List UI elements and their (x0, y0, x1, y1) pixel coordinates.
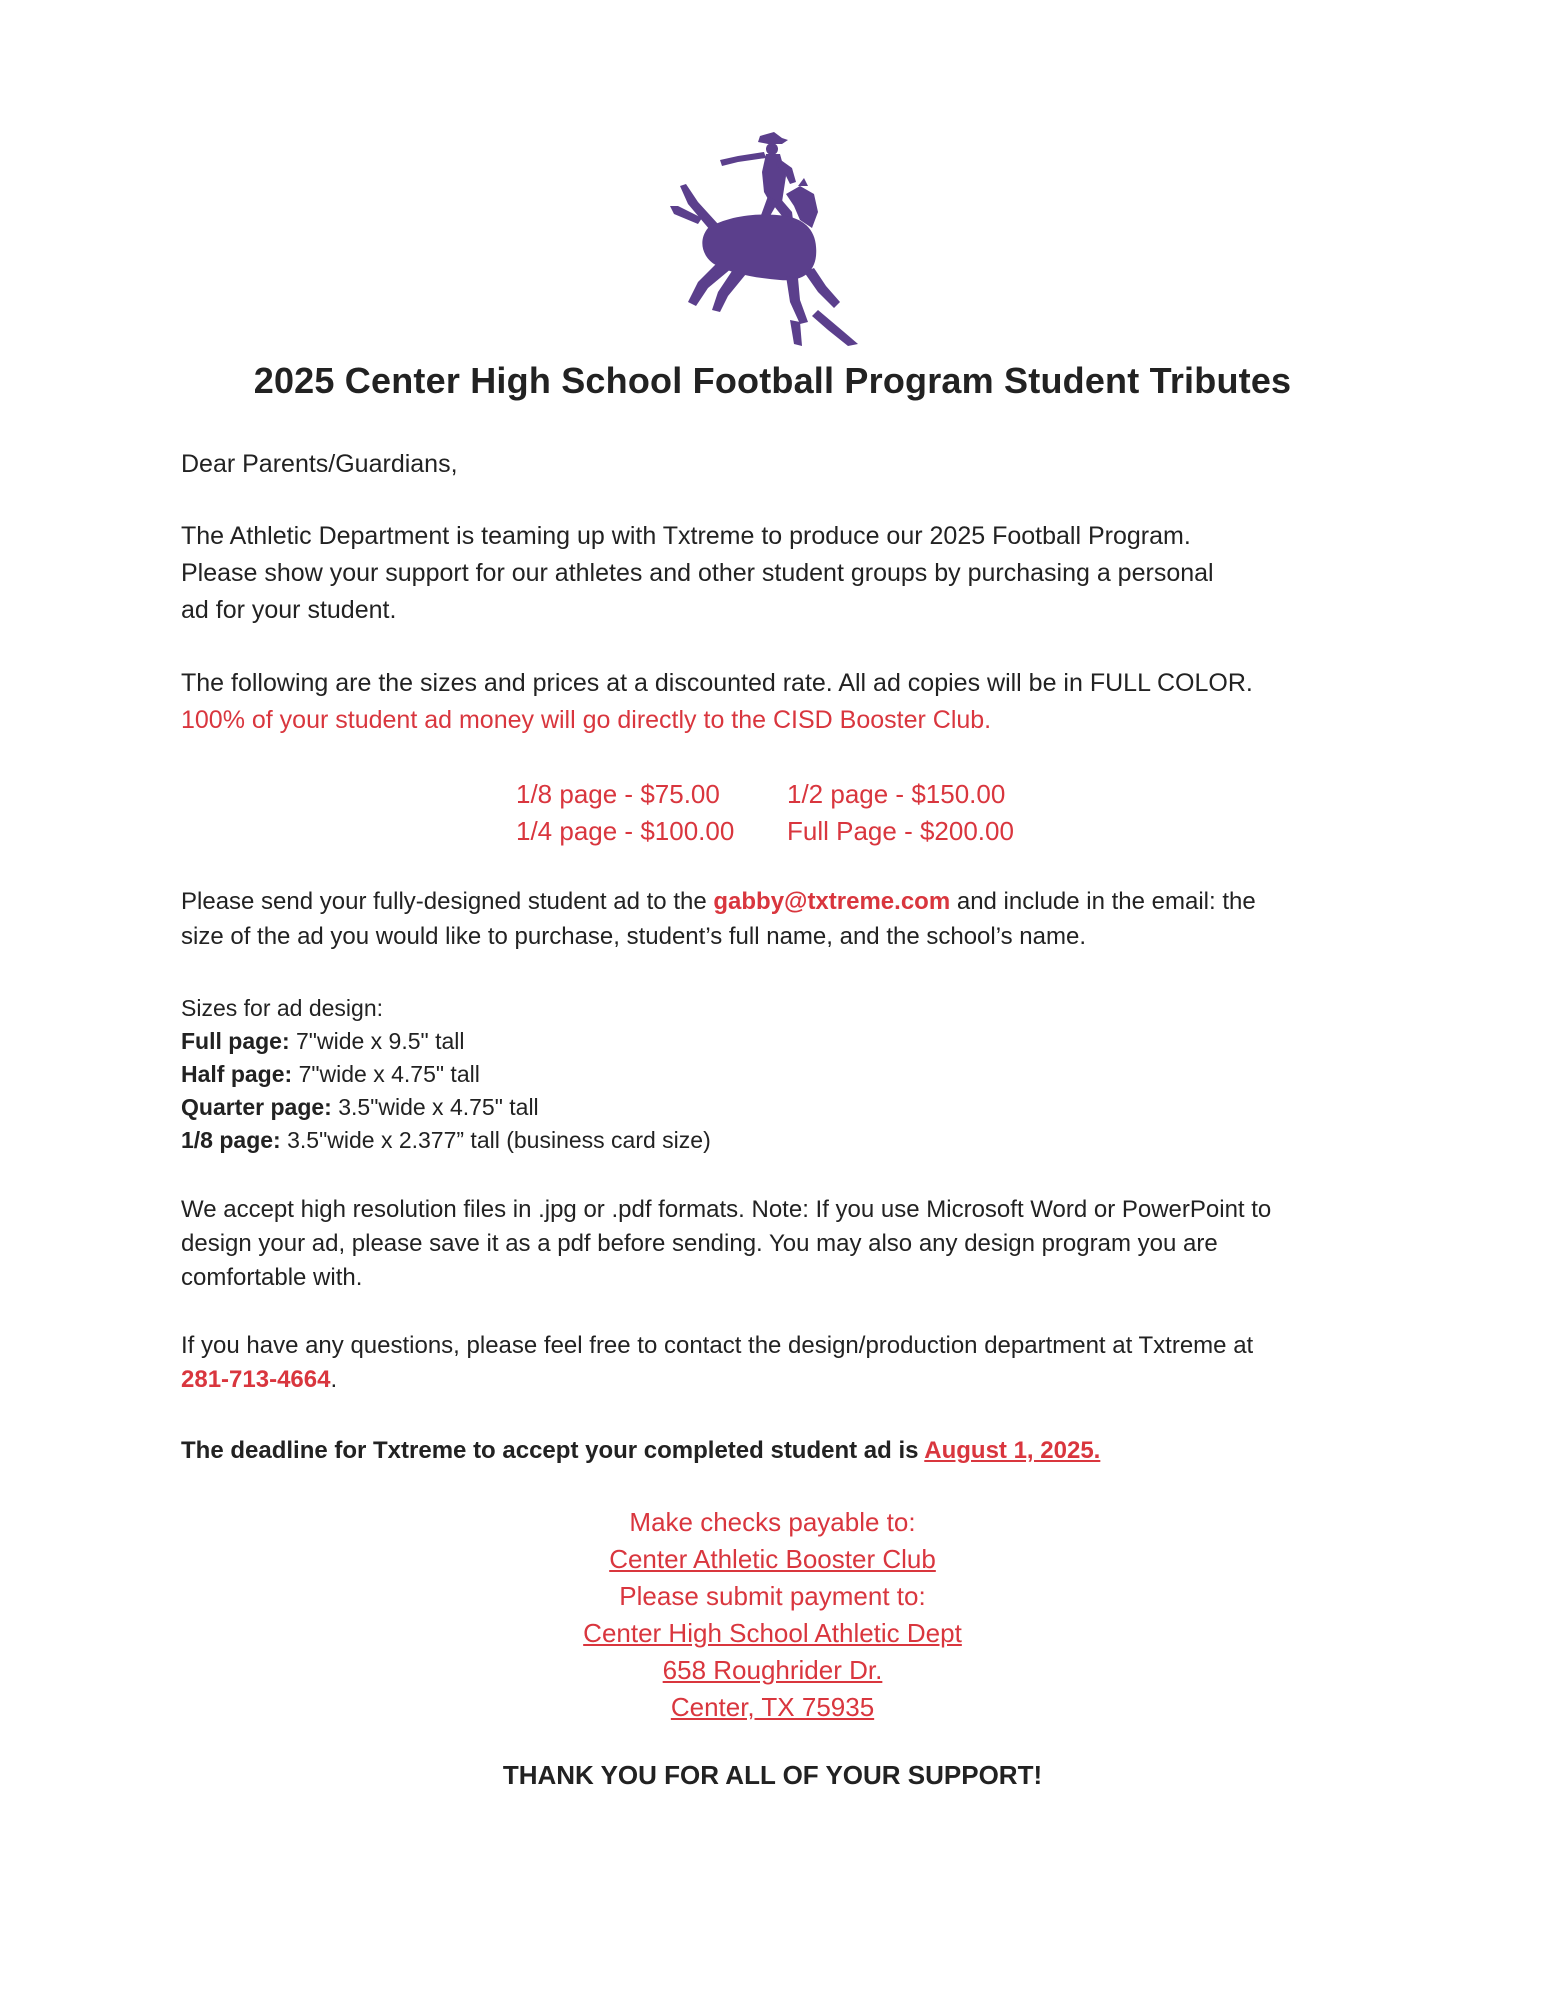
deadline (181, 1432, 1381, 1469)
size-label: Full page: (181, 1028, 290, 1054)
size-label: Quarter page: (181, 1094, 332, 1120)
file-line: We accept high resolution files in .jpg or .pdf formats. Note: If you use Microsoft Word or PowerPoint to (181, 1196, 1272, 1223)
file-format-note (181, 1193, 1381, 1295)
price-item: 1/8 page - $75.00 (516, 779, 720, 809)
send-suffix: and include in the email: the (950, 888, 1256, 915)
size-label: Half page: (181, 1061, 293, 1087)
questions-paragraph (181, 1329, 1381, 1397)
checks-label: Make checks payable to: (629, 1507, 916, 1537)
ad-sizes (181, 992, 1381, 1157)
questions-line: If you have any questions, please feel free to contact the design/production department at Txtreme at (181, 1332, 1254, 1359)
phone-number: 281-713-4664 (181, 1366, 331, 1393)
size-label: 1/8 page: (181, 1127, 281, 1153)
deadline-date: August 1, 2025. (924, 1437, 1101, 1464)
payment-info (0, 1504, 1545, 1726)
price-item: 1/2 page - $150.00 (787, 779, 1006, 809)
intro-line: Please show your support for our athletes and other student groups by purchasing a personal (181, 559, 1214, 587)
address-line: Center, TX 75935 (670, 1692, 875, 1722)
price-item: Full Page - $200.00 (787, 816, 1014, 846)
price-item: 1/4 page - $100.00 (516, 816, 735, 846)
phone-tail: . (330, 1366, 338, 1393)
sizes-heading: Sizes for ad design: (181, 995, 384, 1021)
greeting: Dear Parents/Guardians, (181, 450, 458, 478)
email-link[interactable]: gabby@txtreme.com (713, 888, 951, 915)
size-item (181, 1124, 1381, 1157)
file-line: comfortable with. (181, 1264, 363, 1291)
address-line: Center High School Athletic Dept (583, 1618, 962, 1648)
payee: Center Athletic Booster Club (609, 1544, 936, 1574)
booster-note: 100% of your student ad money will go directly to the CISD Booster Club. (181, 706, 992, 734)
size-item (181, 1091, 1381, 1124)
thank-you: THANK YOU FOR ALL OF YOUR SUPPORT! (502, 1760, 1043, 1790)
send-instructions (181, 884, 1381, 954)
deadline-text: The deadline for Txtreme to accept your completed student ad is (181, 1437, 925, 1464)
file-line: design your ad, please save it as a pdf before sending. You may also any design program you are (181, 1230, 1218, 1257)
price-row (0, 813, 1545, 850)
size-value: 3.5"wide x 4.75" tall (331, 1094, 539, 1120)
intro-line: ad for your student. (181, 596, 397, 624)
send-line-2: size of the ad you would like to purchase, student’s full name, and the school’s name. (181, 923, 1086, 950)
pricing-intro: The following are the sizes and prices at a discounted rate. All ad copies will be in FULL COLOR. (181, 669, 1253, 697)
intro-paragraph (181, 518, 1381, 629)
size-value: 7"wide x 9.5" tall (289, 1028, 465, 1054)
phone-line (181, 1363, 1381, 1397)
send-prefix: Please send your fully-designed student ad to the (181, 888, 714, 915)
size-value: 7"wide x 4.75" tall (292, 1061, 480, 1087)
bronc-rider-icon (668, 132, 868, 348)
price-row (0, 776, 1545, 813)
size-value: 3.5"wide x 2.377” tall (business card size) (280, 1127, 711, 1153)
send-line (181, 884, 1381, 919)
submit-label: Please submit payment to: (619, 1581, 926, 1611)
pricing-paragraph (181, 665, 1381, 739)
size-item (181, 1058, 1381, 1091)
intro-line: The Athletic Department is teaming up with Txtreme to produce our 2025 Football Program. (181, 522, 1191, 550)
address-line: 658 Roughrider Dr. (662, 1655, 883, 1685)
size-item (181, 1025, 1381, 1058)
price-list (0, 776, 1545, 850)
page-title: 2025 Center High School Football Program Student Tributes (253, 360, 1292, 401)
